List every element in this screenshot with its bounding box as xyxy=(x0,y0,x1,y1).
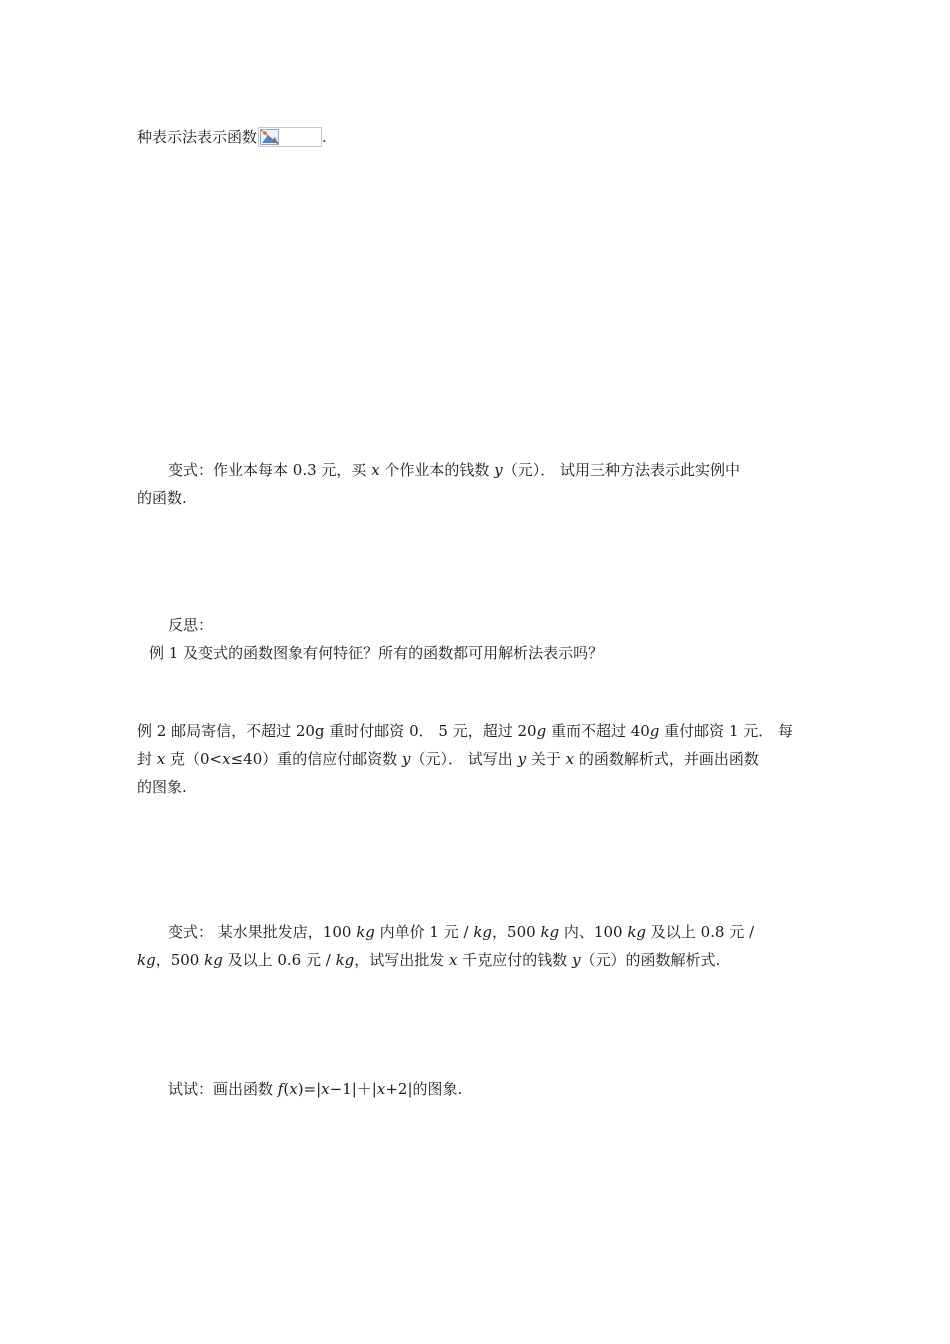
reflection-label: 反思： xyxy=(168,616,214,634)
example2-text: （元）． 试写出 xyxy=(410,750,518,768)
example2-text: 关于 xyxy=(526,750,566,768)
tryit-text: +2|的图象. xyxy=(385,1080,463,1098)
variant1-text: 个作业本的钱数 xyxy=(379,461,495,479)
example2-text: 例 2 邮局寄信，不超过 20g 重时付邮资 0． 5 元，超过 20 xyxy=(137,722,537,740)
variant2-text: 千克应付的钱数 xyxy=(457,951,573,969)
variant2-line1 xyxy=(168,919,818,945)
variant2-label: 变式： xyxy=(168,923,214,941)
unit-kg: kg xyxy=(627,923,647,941)
var-y: y xyxy=(572,951,581,969)
unit-kg: kg xyxy=(356,923,375,941)
var-x: x xyxy=(222,750,231,768)
var-x: x xyxy=(156,750,166,768)
var-g: g xyxy=(536,722,547,740)
example2-line2 xyxy=(137,746,827,772)
var-x: x xyxy=(449,951,458,969)
intro-end: . xyxy=(322,128,327,146)
var-x: x xyxy=(289,1080,298,1098)
var-x: x xyxy=(321,1080,330,1098)
var-x: x xyxy=(371,461,380,479)
variant2-text: ，500 xyxy=(492,923,541,941)
example2-line3: 的图象. xyxy=(137,778,187,796)
example2-text: 的函数解析式，并画出函数 xyxy=(574,750,759,768)
variant1-line1 xyxy=(168,457,818,483)
unit-kg: kg xyxy=(540,923,560,941)
variant2-text: 及以上 0.6 元 / xyxy=(222,951,336,969)
broken-image-icon xyxy=(258,127,322,147)
var-y: y xyxy=(517,750,527,768)
variant1-text: 作业本每本 0.3 元，买 xyxy=(213,461,372,479)
tryit-line xyxy=(168,1076,818,1102)
var-x: x xyxy=(565,750,575,768)
example2-text: 封 xyxy=(137,750,157,768)
variant2-text: ，500 xyxy=(155,951,205,969)
variant1-line2: 的函数. xyxy=(137,489,187,507)
var-x: x xyxy=(376,1080,386,1098)
example2-text: 重而不超过 40 xyxy=(546,722,650,740)
variant2-text: 某水果批发店，100 xyxy=(213,923,357,941)
unit-kg: kg xyxy=(473,923,493,941)
variant1-text: （元）． 试用三种方法表示此实例中 xyxy=(502,461,740,479)
intro-text: 种表示法表示函数 xyxy=(137,128,258,146)
tryit-text: )=| xyxy=(297,1080,322,1098)
intro-line xyxy=(137,124,827,150)
var-g: g xyxy=(649,722,660,740)
tryit-text: −1|＋| xyxy=(329,1080,377,1098)
variant2-text: 内单价 1 元 / xyxy=(374,923,474,941)
tryit-label: 试试： xyxy=(168,1080,214,1098)
variant2-text: 内、100 xyxy=(559,923,628,941)
example2-line1 xyxy=(137,718,827,744)
unit-kg: kg xyxy=(204,951,223,969)
var-y: y xyxy=(402,750,411,768)
reflection-question: 例 1 及变式的函数图象有何特征？所有的函数都可用解析法表示吗？ xyxy=(149,644,604,662)
variant1-label: 变式： xyxy=(168,461,214,479)
variant2-text: （元）的函数解析式. xyxy=(580,951,721,969)
tryit-text: ( xyxy=(283,1080,290,1098)
unit-kg: kg xyxy=(137,951,156,969)
example2-text: ≤40）重的信应付邮资数 xyxy=(230,750,403,768)
var-y: y xyxy=(494,461,503,479)
variant2-line2 xyxy=(137,947,827,973)
unit-kg: kg xyxy=(335,951,355,969)
example2-text: 重付邮资 1 元． 每 xyxy=(659,722,794,740)
var-f: f xyxy=(277,1080,284,1098)
tryit-text: 画出函数 xyxy=(213,1080,278,1098)
variant2-text: 及以上 0.8 元 / xyxy=(646,923,755,941)
variant2-text: ，试写出批发 xyxy=(354,951,450,969)
example2-text: 克（0< xyxy=(165,750,223,768)
